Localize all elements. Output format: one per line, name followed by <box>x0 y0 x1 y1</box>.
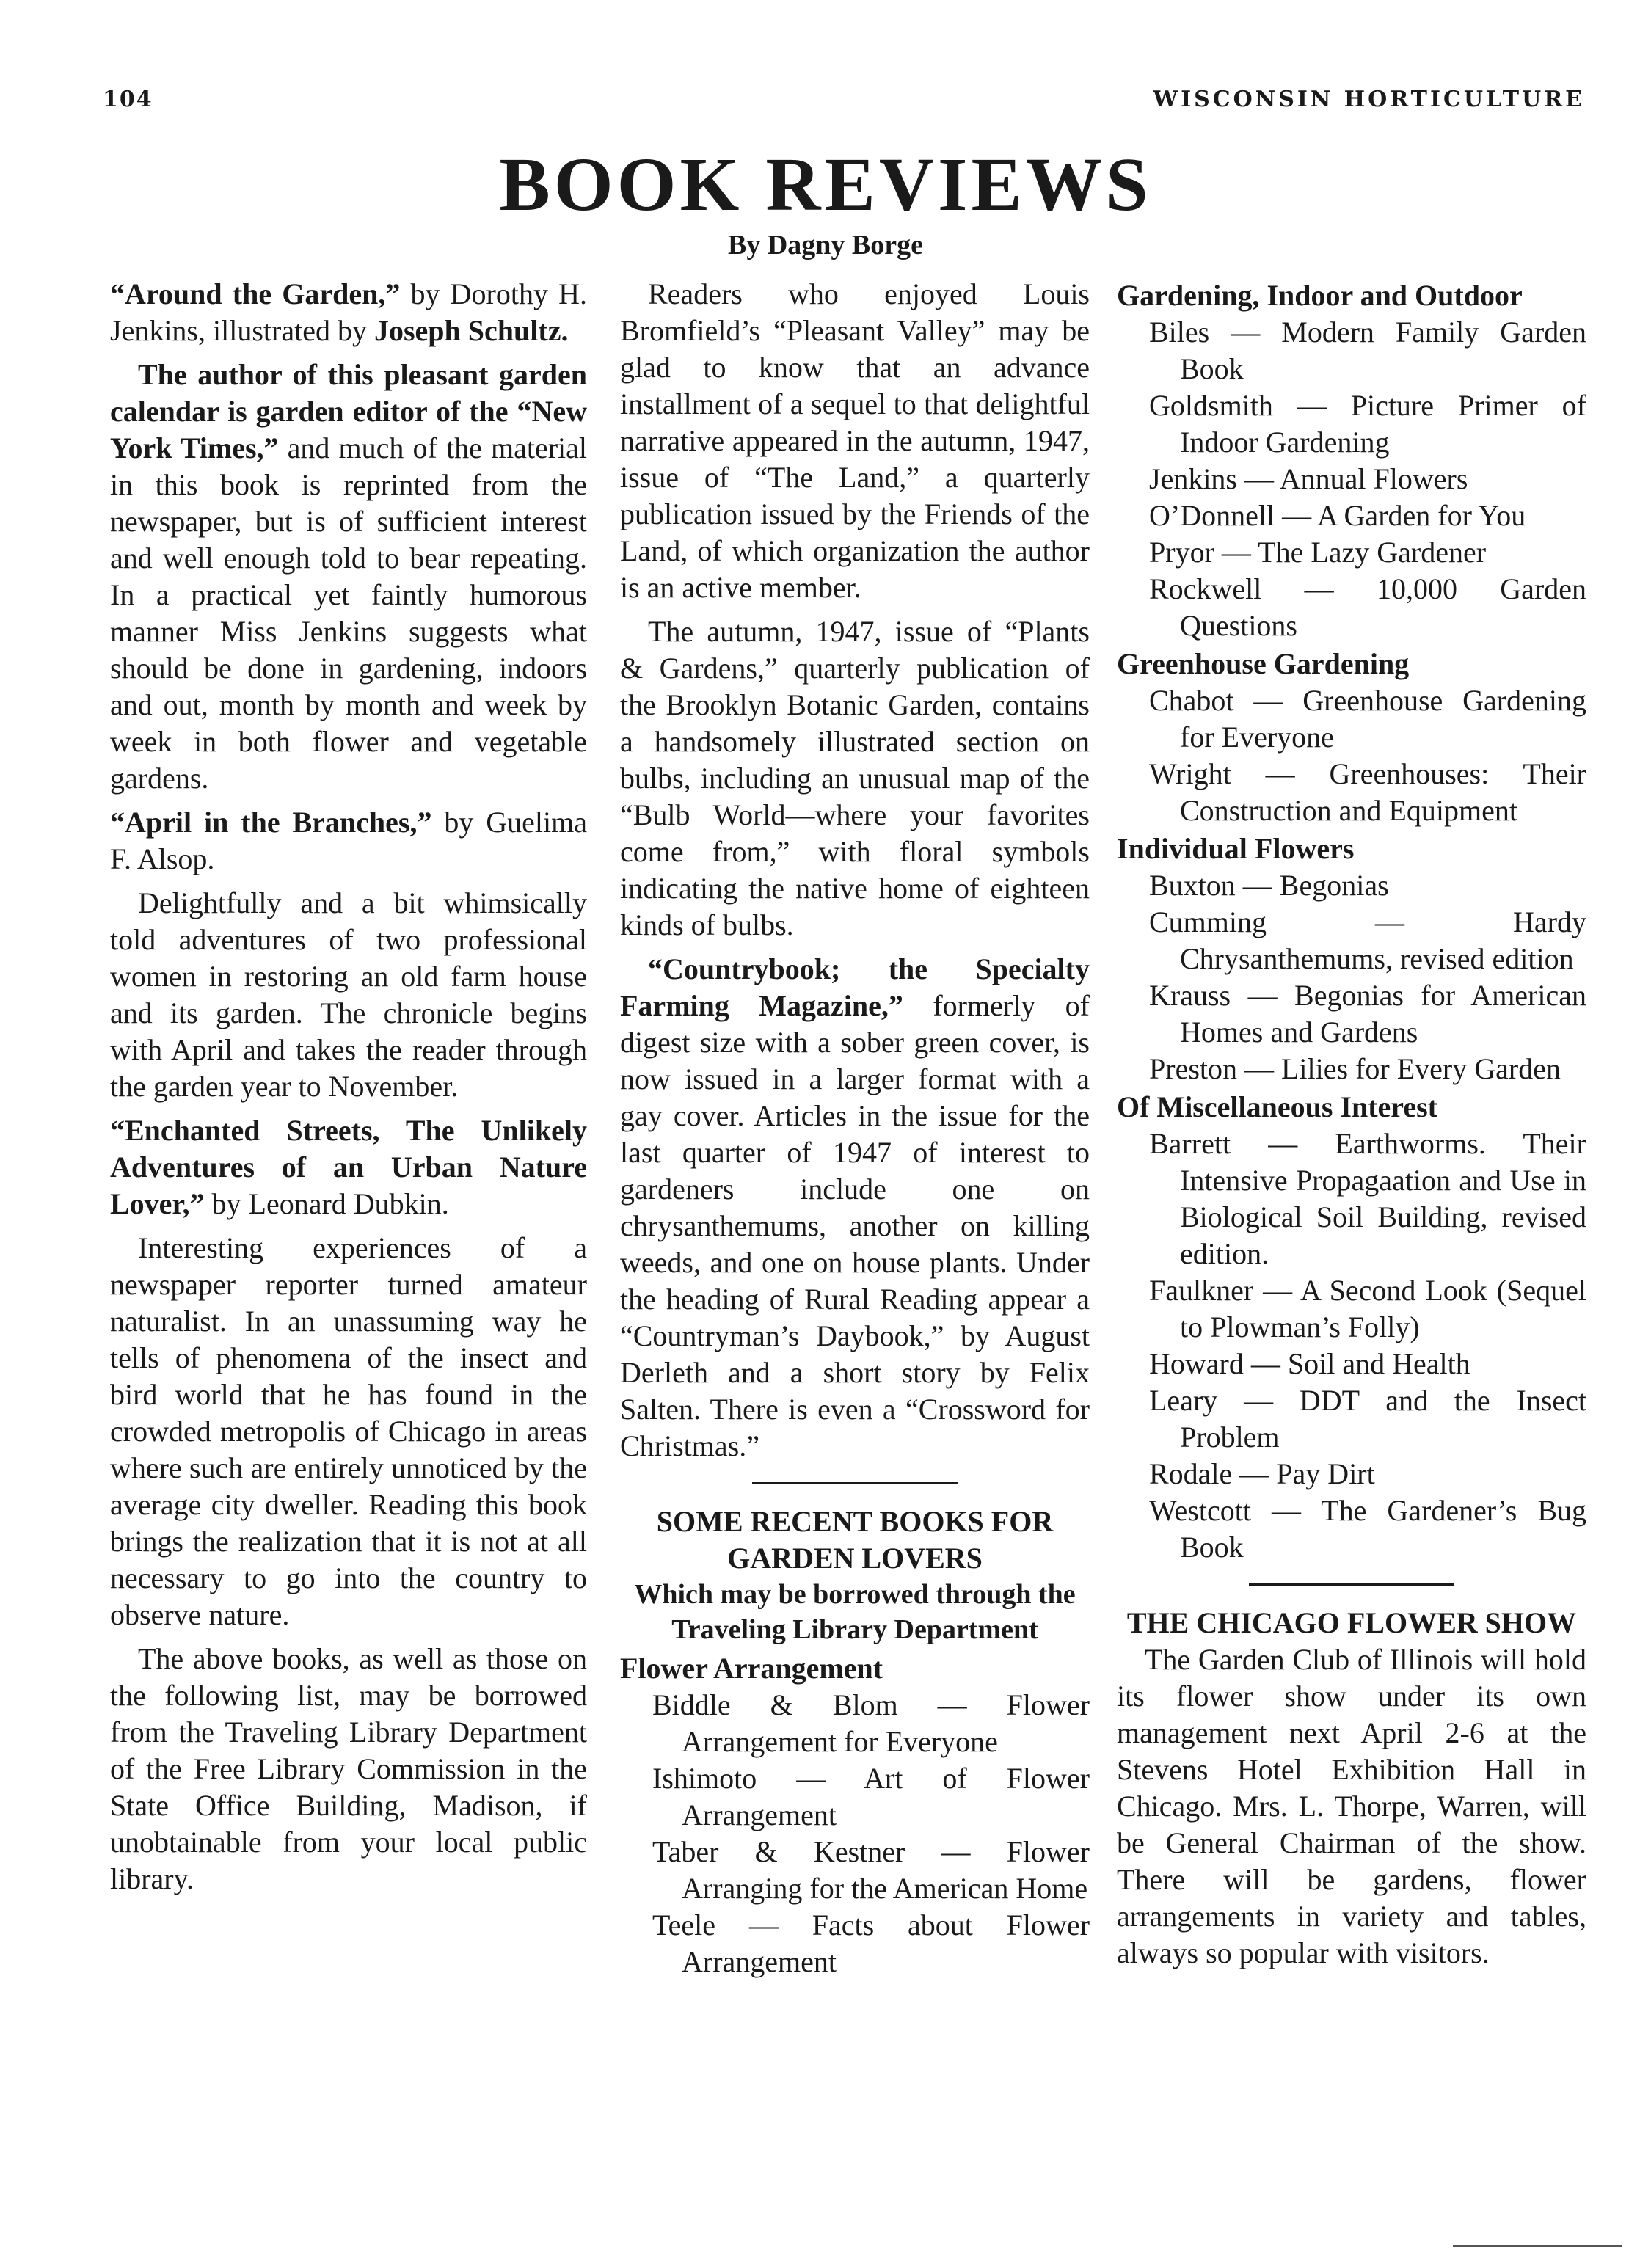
book-list <box>1117 314 1586 644</box>
book-entry: Barrett — Earthworms. Their Intensive Propagaation and Use in Biological Soil Building, revised edition. <box>1149 1127 1586 1270</box>
book-entry: Leary — DDT and the Insect Problem <box>1149 1384 1586 1454</box>
category-heading: Of Miscellaneous Interest <box>1117 1090 1437 1123</box>
book-entry: Biddle & Blom — Flower Arrangement for Everyone <box>652 1688 1090 1758</box>
book-list-heading: SOME RECENT BOOKS FOR GARDEN LOVERS <box>656 1505 1054 1575</box>
category-heading: Gardening, Indoor and Outdoor <box>1117 279 1523 312</box>
book-entry: Taber & Kestner — Flower Arranging for the American Home <box>652 1835 1090 1905</box>
book-entry: Buxton — Begonias <box>1149 869 1389 902</box>
review-body-lead: The author of this pleasant garden calendar is garden editor of the “New York Times,” <box>110 358 587 464</box>
book-entry: Faulkner — A Second Look (Sequel to Plowman’s Folly) <box>1149 1274 1586 1343</box>
category-heading: Flower Arrangement <box>620 1652 883 1685</box>
review-citation <box>110 276 587 349</box>
book-list <box>620 1687 1090 1980</box>
book-entry: Jenkins — Annual Flowers <box>1149 462 1468 495</box>
footer-rule <box>1453 2245 1622 2247</box>
chicago-show-article <box>1117 1641 1586 1972</box>
page-number: 104 <box>103 87 153 112</box>
book-entry: O’Donnell — A Garden for You <box>1149 499 1526 532</box>
book-entry: Howard — Soil and Health <box>1149 1347 1470 1380</box>
column-2 <box>620 276 1090 1980</box>
review-citation <box>110 1112 587 1222</box>
book-entry: Biles — Modern Family Garden Book <box>1149 316 1586 385</box>
book-entry: Rodale — Pay Dirt <box>1149 1457 1375 1490</box>
review-body: Delightfully and a bit whimsically told adventures of two professional women in restoring an old farm house and its garden. The chronicle begins with April and takes the reader through the garden year to November. <box>110 886 587 1103</box>
news-paragraph: The autumn, 1947, issue of “Plants & Gardens,” quarterly publication of the Brooklyn Botanic Garden, contains a handsomely illustrated section on bulbs, including an unusual map of the “Bulb World—where your favorites come from,” with floral symbols indicating the native home of eighteen kinds of bulbs. <box>620 615 1090 941</box>
review-body <box>110 357 587 797</box>
book-list-subheading: Which may be borrowed through the Traveling Library Department <box>634 1579 1076 1645</box>
review-citation <box>110 804 587 878</box>
article-title: BOOK REVIEWS <box>499 142 1152 227</box>
review-title: “Around the Garden,” <box>110 277 401 310</box>
column-3 <box>1117 276 1586 1979</box>
book-entry: Westcott — The Gardener’s Bug Book <box>1149 1494 1586 1564</box>
book-entry: Wright — Greenhouses: Their Construction and Equipment <box>1149 757 1586 827</box>
magazine-title: WISCONSIN HORTICULTURE <box>1153 87 1585 112</box>
review-author: by Dorothy H. Jenkins, illustrated by <box>110 277 587 347</box>
book-entry: Rockwell — 10,000 Garden Questions <box>1149 572 1586 642</box>
section-divider <box>1249 1583 1454 1586</box>
book-entry: Chabot — Greenhouse Gardening for Everyone <box>1149 684 1586 754</box>
review-illustrator: Joseph Schultz. <box>373 314 569 347</box>
magazine-name: “Countrybook; the Specialty Farming Magazine,” <box>620 952 1090 1022</box>
review-title: “April in the Branches,” <box>110 806 432 839</box>
closing-paragraph: The above books, as well as those on the following list, may be borrowed from the Traveling Library Department of the Free Library Commission in the State Office Building, Madison, if unobtainable from your local public library. <box>110 1642 587 1895</box>
book-list <box>1117 682 1586 829</box>
book-entry: Ishimoto — Art of Flower Arrangement <box>652 1762 1090 1831</box>
book-entry: Pryor — The Lazy Gardener <box>1149 536 1487 569</box>
column-1 <box>110 276 587 1905</box>
news-text: formerly of digest size with a sober green cover, is now issued in a larger format with a gay cover. Articles in the issue for the last quarter of 1947 of interest to gardeners include one on chrysanthemums, another on killing weeds, and one on house plants. Under the heading of Rural Reading appear a “Countryman’s Daybook,” by August Derleth and a short story by Felix Salten. There is even a “Crossword for Christmas.” <box>620 989 1090 1462</box>
book-entry: Teele — Facts about Flower Arrangement <box>652 1908 1090 1978</box>
book-entry: Cumming — Hardy Chrysanthemums, revised edition <box>1149 905 1586 975</box>
article-byline: By Dagny Borge <box>728 230 923 260</box>
chicago-show-heading: THE CHICAGO FLOWER SHOW <box>1126 1606 1577 1639</box>
news-paragraph <box>620 951 1090 1465</box>
review-title: “Enchanted Streets, The Unlikely Adventures of an Urban Nature Lover,” <box>110 1114 587 1220</box>
category-heading: Greenhouse Gardening <box>1117 647 1410 680</box>
book-list <box>1117 1126 1586 1566</box>
chicago-show-body: The Garden Club of Illinois will hold its flower show under its own management next April 2-6 at the Stevens Hotel Exhibition Hall in Chicago. Mrs. L. Thorpe, Warren, will be General Chairman of the show. There will be gardens, flower arrangements in variety and tables, always so popular with visitors. <box>1117 1643 1586 1969</box>
book-entry: Krauss — Begonias for American Homes and Gardens <box>1149 979 1586 1049</box>
review-body-text: and much of the material in this book is reprinted from the newspaper, but is of sufficient interest and well enough told to bear repeating. In a practical yet faintly humorous manner Miss Jenkins suggests what should be done in gardening, indoors and out, month by month and week by week in both flower and vegetable gardens. <box>110 431 587 795</box>
book-list <box>1117 867 1586 1087</box>
news-paragraph: Readers who enjoyed Louis Bromfield’s “Pleasant Valley” may be glad to know that an advance installment of a sequel to that delightful narrative appeared in the autumn, 1947, issue of “The Land,” a quarterly publication issued by the Friends of the Land, of which organization the author is an active member. <box>620 277 1090 604</box>
book-entry: Goldsmith — Picture Primer of Indoor Gardening <box>1149 389 1586 459</box>
section-divider <box>752 1482 958 1484</box>
book-entry: Preston — Lilies for Every Garden <box>1149 1052 1561 1085</box>
category-heading: Individual Flowers <box>1117 832 1355 865</box>
review-body: Interesting experiences of a newspaper reporter turned amateur naturalist. In an unassuming way he tells of phenomena of the insect and bird world that he has found in the crowded metropolis of Chicago in areas where such are entirely unnoticed by the average city dweller. Reading this book brings the realization that it is not at all necessary to go into the country to observe nature. <box>110 1231 587 1631</box>
review-author: by Guelima F. Alsop. <box>110 806 588 875</box>
review-author: by Leonard Dubkin. <box>204 1187 449 1220</box>
